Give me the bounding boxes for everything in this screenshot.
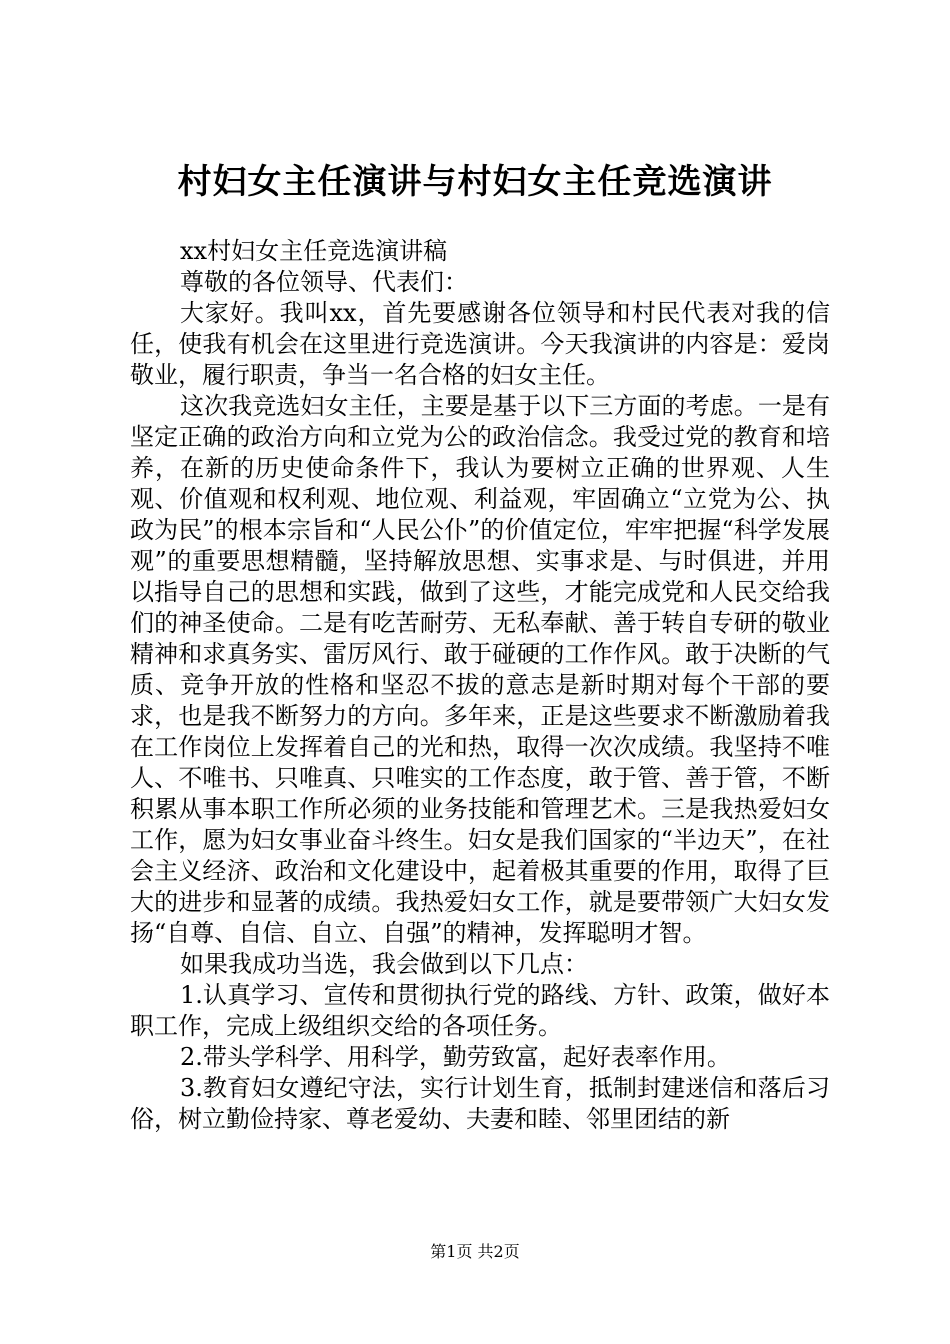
paragraph-commitment-1: 1.认真学习、宣传和贯彻执行党的路线、方针、政策，做好本职工作，完成上级组织交给的各项任务。 — [130, 981, 830, 1040]
page-number-footer: 第1页 共2页 — [430, 1242, 520, 1261]
paragraph-heading: xx村妇女主任竞选演讲稿 — [180, 237, 448, 265]
paragraph-commitment-2: 2.带头学科学、用科学，勤劳致富，起好表率作用。 — [180, 1043, 731, 1071]
paragraph-reasons: 这次我竞选妇女主任，主要是基于以下三方面的考虑。一是有坚定正确的政治方向和立党为公的政治信念。我受过党的教育和培养，在新的历史使命条件下，我认为要树立正确的世界观、人生观、价值观和权利观、地位观、利益观，牢固确立“立党为公、执政为民”的根本宗旨和“人民公仆”的价值定位，牢牢把握“科学发展观”的重要思想精髓，坚持解放思想、实事求是、与时俱进，并用以指导自己的思想和实践，做到了这些，才能完成党和人民交给我们的神圣使命。二是有吃苦耐劳、无私奉献、善于转自专研的敬业精神和求真务实、雷厉风行、敢于碰硬的工作作风。敢于决断的气质、竞争开放的性格和坚忍不拔的意志是新时期对每个干部的要求，也是我不断努力的方向。多年来，正是这些要求不断激励着我在工作岗位上发挥着自己的光和热，取得一次次成绩。我坚持不唯人、不唯书、只唯真、只唯实的工作态度，敢于管、善于管，不断积累从事本职工作所必须的业务技能和管理艺术。三是我热爱妇女工作，愿为妇女事业奋斗终生。妇女是我们国家的“半边天”，在社会主义经济、政治和文化建设中，起着极其重要的作用，取得了巨大的进步和显著的成绩。我热爱妇女工作，就是要带领广大妇女发扬“自尊、自信、自立、自强”的精神，发挥聪明才智。 — [130, 392, 830, 947]
document-title: 村妇女主任演讲与村妇女主任竞选演讲 — [177, 162, 773, 202]
paragraph-intro: 大家好。我叫xx，首先要感谢各位领导和村民代表对我的信任，使我有机会在这里进行竞选演讲。今天我演讲的内容是：爱岗敬业，履行职责，争当一名合格的妇女主任。 — [130, 299, 830, 389]
document-body — [130, 236, 830, 1135]
paragraph-commitment-3: 3.教育妇女遵纪守法，实行计划生育，抵制封建迷信和落后习俗，树立勤俭持家、尊老爱幼、夫妻和睦、邻里团结的新 — [130, 1074, 830, 1133]
paragraph-commitments-lead: 如果我成功当选，我会做到以下几点： — [180, 950, 588, 978]
paragraph-salutation: 尊敬的各位领导、代表们： — [180, 268, 468, 296]
